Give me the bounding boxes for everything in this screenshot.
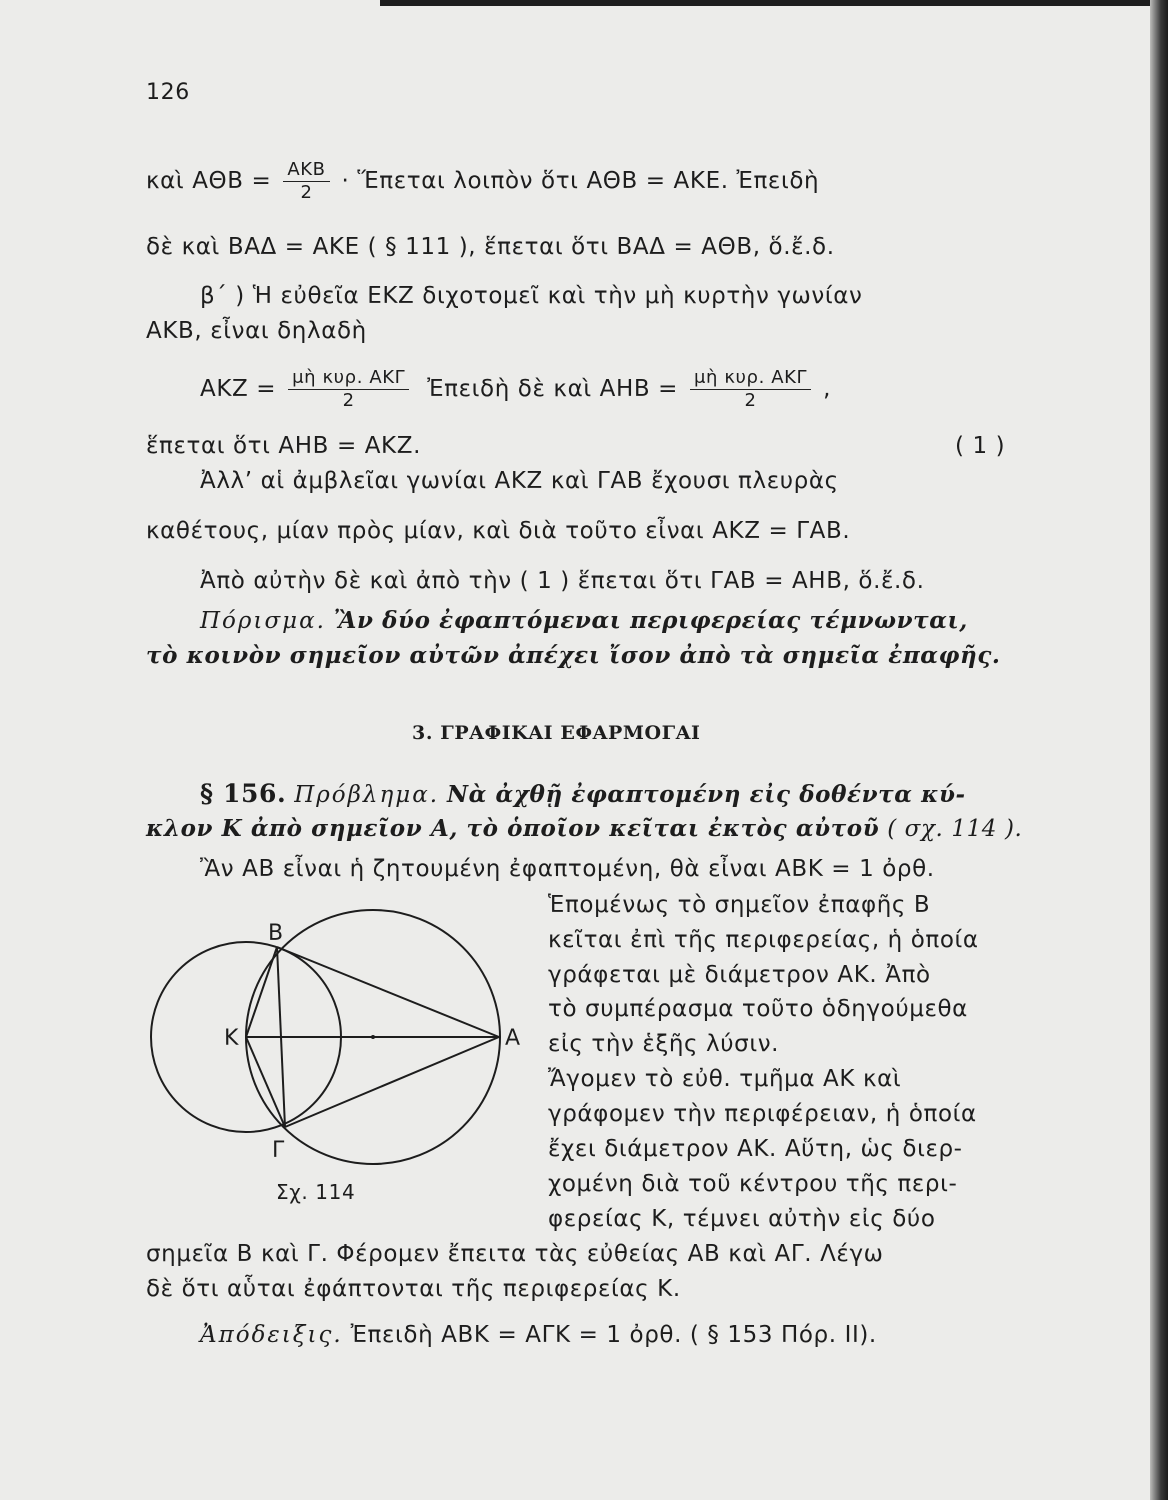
- problem-line-1: [200, 779, 966, 808]
- problem-ref: ( σχ. 114 ).: [887, 816, 1023, 842]
- proof-text: Ἐπειδὴ ΑΒΚ = ΑΓΚ = 1 ὀρθ. ( § 153 Πόρ. ΙΙ).: [350, 1322, 877, 1348]
- page-number: 126: [146, 80, 190, 105]
- figure-114: [140, 905, 540, 1205]
- eq-fraction-2: [690, 368, 811, 411]
- tangent-ag: [285, 1037, 499, 1127]
- eq-fraction-1-num: μὴ κυρ. ΑΚΓ: [288, 368, 409, 390]
- problem-line-2: [146, 815, 1022, 842]
- scan-top-edge: [380, 0, 1150, 6]
- body-line-2: Ἑπομένως τὸ σημεῖον ἐπαφῆς Β: [548, 892, 931, 918]
- text-line-1: [146, 160, 819, 203]
- text-line-7: Ἀλλ’ αἱ ἀμβλεῖαι γωνίαι ΑΚΖ καὶ ΓΑΒ ἔχουσι πλευρὰς: [200, 468, 839, 494]
- body-line-10: χομένη διὰ τοῦ κέντρου τῆς περι-: [548, 1171, 958, 1197]
- problem-number: § 156.: [200, 779, 287, 808]
- scan-right-edge: [1150, 0, 1168, 1500]
- eq-lhs: ΑΚΖ =: [200, 376, 277, 402]
- text-line-4: ΑΚΒ, εἶναι δηλαδὴ: [146, 318, 367, 344]
- problem-text-1: Νὰ ἀχθῇ ἐφαπτομένη εἰς δοθέντα κύ-: [447, 781, 966, 808]
- body-line-9: ἔχει διάμετρον ΑΚ. Αὕτη, ὡς διερ-: [548, 1136, 963, 1162]
- body-line-7: Ἄγομεν τὸ εὐθ. τμῆμα ΑΚ καὶ: [548, 1066, 902, 1092]
- label-g: Γ: [272, 1138, 285, 1163]
- fraction-numerator: ΑΚΒ: [283, 160, 329, 182]
- problem-text-2: κλον Κ ἀπὸ σημεῖον Α, τὸ ὁποῖον κεῖται ἐκτὸς αὐτοῦ: [146, 815, 880, 842]
- label-a: Α: [505, 1026, 521, 1051]
- label-k: Κ: [224, 1026, 239, 1051]
- porisma-text-1: Ἂν δύο ἐφαπτόμεναι περιφερείας τέμνωνται,: [333, 607, 968, 634]
- proof-label: Ἀπόδειξις.: [200, 1322, 343, 1348]
- body-line-1: Ἂν ΑΒ εἶναι ἡ ζητουμένη ἐφαπτομένη, θὰ εἶναι ΑΒΚ = 1 ὀρθ.: [200, 856, 935, 882]
- section-heading: 3. ΓΡΑΦΙΚΑΙ ΕΦΑΡΜΟΓΑΙ: [412, 722, 701, 744]
- eq-fraction-2-den: 2: [744, 390, 757, 411]
- body-line-11: φερείας Κ, τέμνει αὐτὴν εἰς δύο: [548, 1206, 936, 1232]
- tangent-ab: [277, 947, 499, 1037]
- body-line-12: σημεῖα Β καὶ Γ. Φέρομεν ἔπειτα τὰς εὐθείας ΑΒ καὶ ΑΓ. Λέγω: [146, 1241, 884, 1267]
- proof-line: [200, 1322, 877, 1348]
- problem-label: Πρόβλημα.: [294, 782, 440, 808]
- eq-mid: Ἐπειδὴ δὲ καὶ ΑΗΒ =: [427, 376, 679, 402]
- porisma-line-2: τὸ κοινὸν σημεῖον αὐτῶν ἀπέχει ἴσον ἀπὸ τὰ σημεῖα ἐπαφῆς.: [146, 642, 1001, 669]
- label-b: Β: [268, 921, 284, 946]
- eq-fraction-1: [288, 368, 409, 411]
- eq-fraction-1-den: 2: [342, 390, 355, 411]
- body-line-8: γράφομεν τὴν περιφέρειαν, ἡ ὁποία: [548, 1101, 977, 1127]
- text-line-8: καθέτους, μίαν πρὸς μίαν, καὶ διὰ τοῦτο εἶναι ΑΚΖ = ΓΑΒ.: [146, 518, 851, 544]
- fraction-akb-over-2: [283, 160, 329, 203]
- fraction-denominator: 2: [300, 182, 313, 203]
- body-line-5: τὸ συμπέρασμα τοῦτο ὁδηγούμεθα: [548, 996, 968, 1022]
- porisma-label: Πόρισμα.: [200, 608, 326, 634]
- porisma-line-1: [200, 607, 968, 634]
- equation-label-1: ( 1 ): [955, 433, 1006, 459]
- text-line-6: ἕπεται ὅτι ΑΗΒ = ΑΚΖ.: [146, 433, 422, 459]
- center-point: [371, 1035, 375, 1039]
- eq-tail: ,: [823, 376, 832, 402]
- figure-caption: Σχ. 114: [276, 1180, 356, 1204]
- body-line-3: κεῖται ἐπὶ τῆς περιφερείας, ἡ ὁποία: [548, 927, 979, 953]
- radius-kb: [246, 947, 277, 1037]
- text-line-3: β΄ ) Ἡ εὐθεῖα ΕΚΖ διχοτομεῖ καὶ τὴν μὴ κυρτὴν γωνίαν: [200, 283, 863, 309]
- body-line-4: γράφεται μὲ διάμετρον ΑΚ. Ἀπὸ: [548, 962, 931, 988]
- body-line-13: δὲ ὅτι αὗται ἐφάπτονται τῆς περιφερείας Κ.: [146, 1276, 681, 1302]
- line1-pre: καὶ ΑΘΒ =: [146, 168, 272, 194]
- equation-line: [200, 368, 831, 411]
- text-line-2: δὲ καὶ ΒΑΔ = ΑΚΕ ( § 111 ), ἕπεται ὅτι ΒΑΔ = ΑΘΒ, ὅ.ἔ.δ.: [146, 234, 835, 260]
- eq-fraction-2-num: μὴ κυρ. ΑΚΓ: [690, 368, 811, 390]
- line1-post: · Ἕπεται λοιπὸν ὅτι ΑΘΒ = ΑΚΕ. Ἐπειδὴ: [341, 168, 820, 194]
- text-line-9: Ἀπὸ αὐτὴν δὲ καὶ ἀπὸ τὴν ( 1 ) ἕπεται ὅτι ΓΑΒ = ΑΗΒ, ὅ.ἔ.δ.: [200, 568, 925, 594]
- body-line-6: εἰς τὴν ἑξῆς λύσιν.: [548, 1031, 780, 1057]
- radius-kg: [246, 1037, 285, 1127]
